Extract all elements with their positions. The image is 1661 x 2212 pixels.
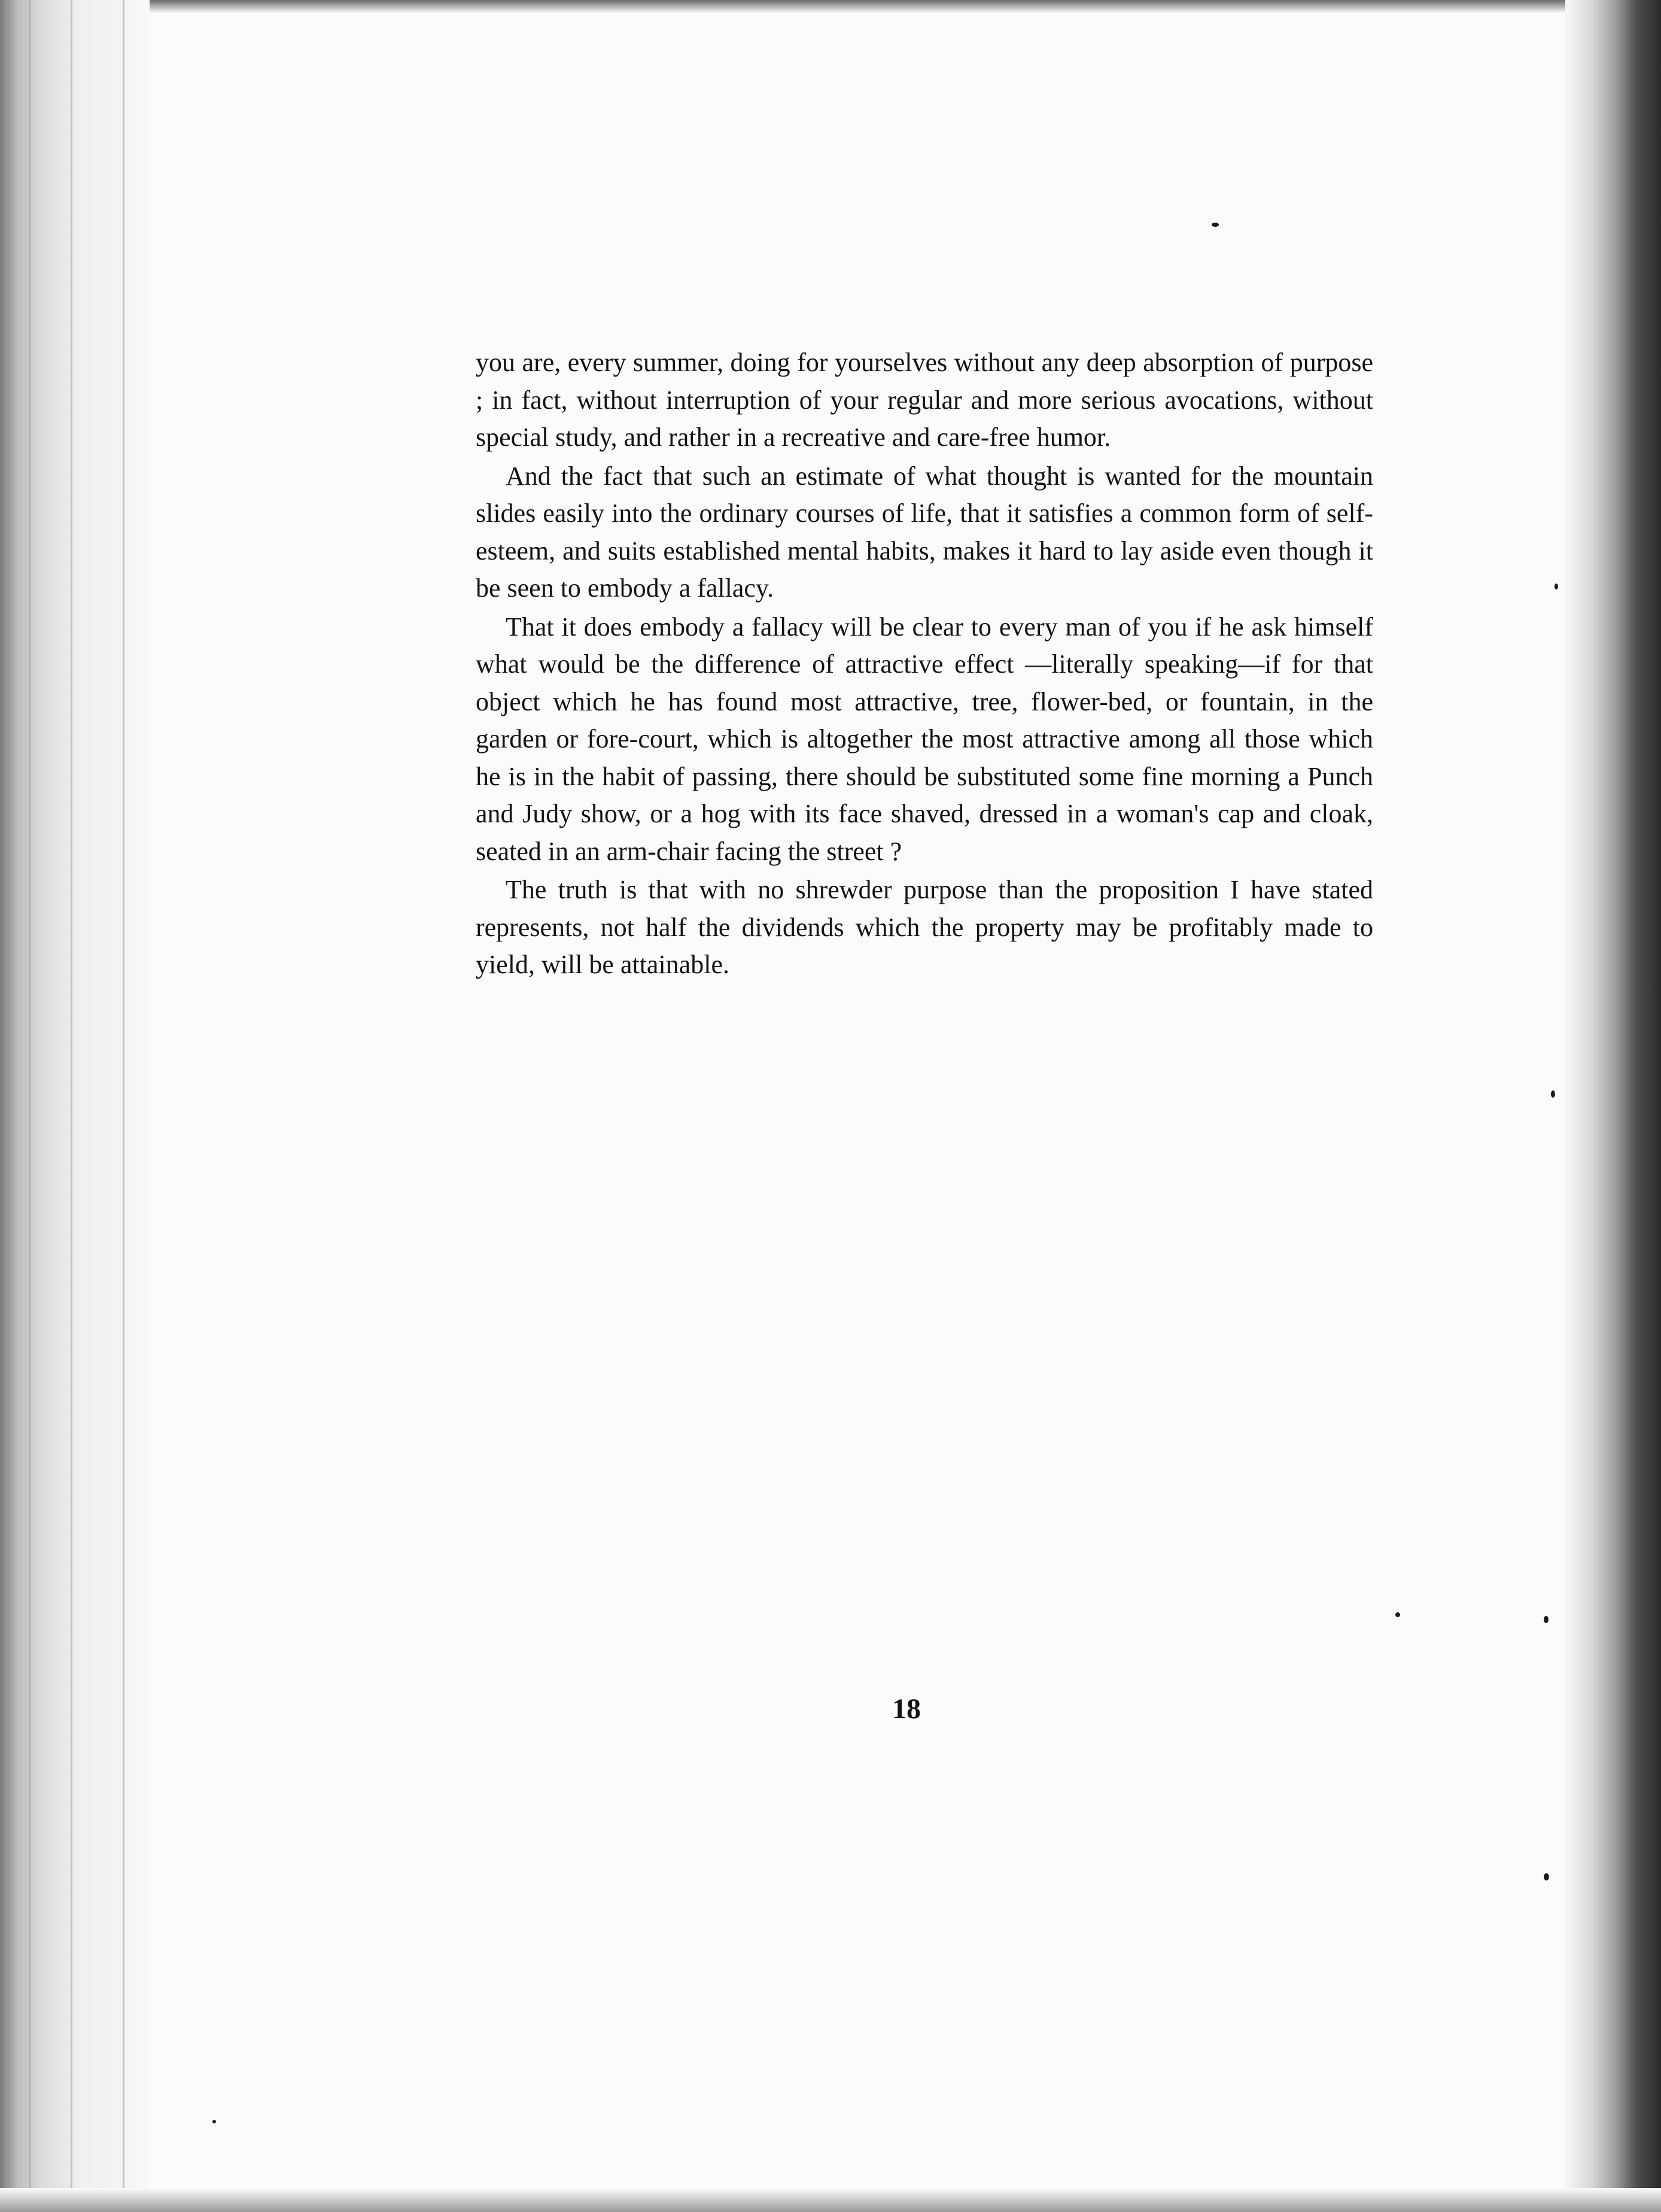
binding-line (5, 0, 7, 2212)
binding-line (123, 0, 124, 2212)
scan-speck (1544, 1873, 1549, 1880)
binding-line (71, 0, 72, 2212)
scan-speck (1554, 584, 1558, 590)
body-text (476, 344, 1373, 984)
left-binding-edge (0, 0, 150, 2212)
page-number: 18 (892, 1693, 921, 1725)
right-binding-edge (1565, 0, 1661, 2212)
scan-speck (1212, 223, 1219, 227)
paragraph-1: you are, every summer, doing for yourselves without any deep absorption of purpose ; in fact, without interruption of your regular and more serious avocations, without special study, and rather in a recreative and care-free humor. (476, 348, 1373, 452)
scan-speck (1395, 1612, 1400, 1617)
scan-speck (212, 2120, 216, 2123)
scan-speck (1551, 1090, 1555, 1098)
binding-line (29, 0, 31, 2212)
paragraph-4: The truth is that with no shrewder purpose than the proposition I have stated represents, not half the dividends which the property may be profitably made to yield, will be attainable. (476, 875, 1373, 979)
paragraph-3: That it does embody a fallacy will be clear to every man of you if he ask himself what would be the difference of attractive effect —literally speaking—if for that object which he has found most attractive, tree, flower-bed, or fountain, in the garden or fore-court, which is altogether the most attractive among all those which he is in the habit of passing, there should be substituted some fine morning a Punch and Judy show, or a hog with its face shaved, dressed in a woman's cap and cloak, seated in an arm-chair facing the street ? (476, 612, 1373, 866)
page-top-edge (0, 0, 1661, 13)
paragraph-2: And the fact that such an estimate of what thought is wanted for the mountain slides easily into the ordinary courses of life, that it satisfies a common form of self-esteem, and suits established mental habits, makes it hard to lay aside even though it be seen to embody a fallacy. (476, 461, 1373, 603)
scan-speck (1544, 1616, 1549, 1623)
page-bottom-edge (0, 2188, 1661, 2212)
